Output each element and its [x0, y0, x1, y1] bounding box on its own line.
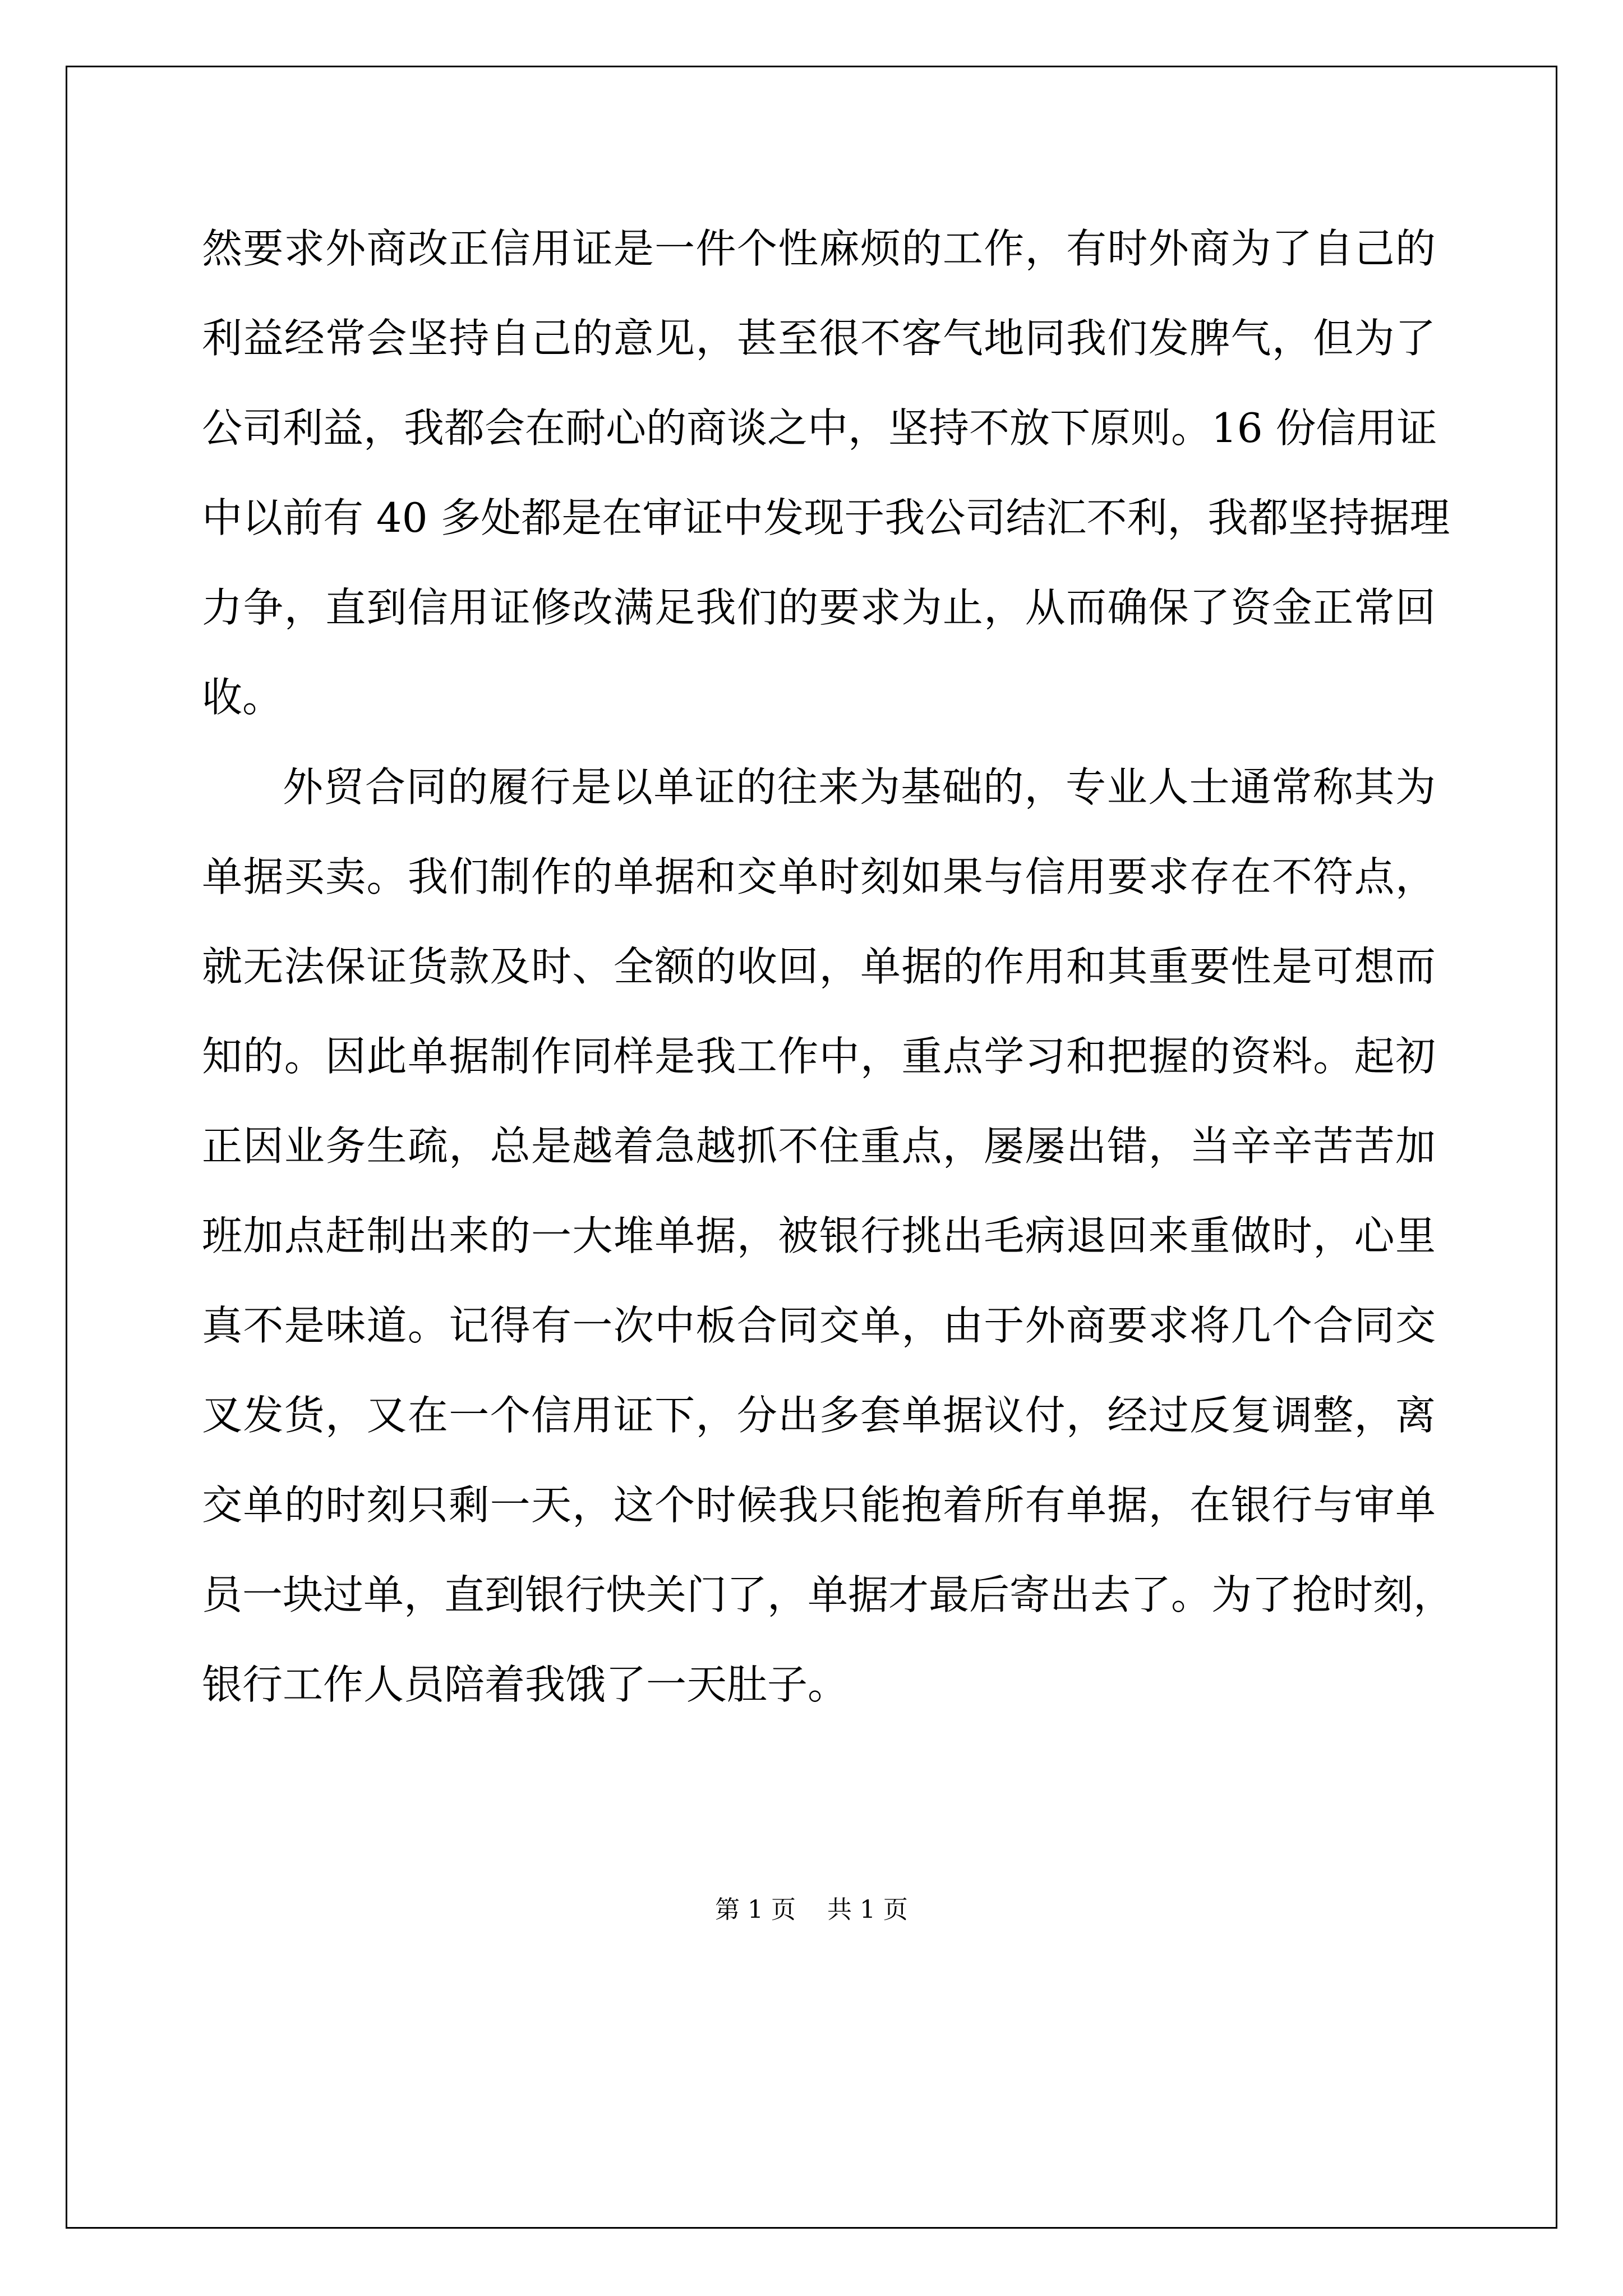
text-line: 收。: [202, 674, 283, 721]
text-line: 外贸合同的履行是以单证的往来为基础的，专业人士通常称其为: [283, 763, 1436, 811]
text-line: 正因业务生疏，总是越着急越抓不住重点，屡屡出错，当辛辛苦苦加: [202, 1122, 1436, 1170]
text-line: 知的。因此单据制作同样是我工作中，重点学习和把握的资料。起初: [202, 1033, 1436, 1080]
page-total: 共 1 页: [827, 1895, 908, 1924]
text-line: 员一块过单，直到银行快关门了，单据才最后寄出去了。为了抢时刻，: [202, 1571, 1454, 1618]
text-line: 力争，直到信用证修改满足我们的要求为止，从而确保了资金正常回: [202, 584, 1436, 631]
text-line: 中以前有 40 多处都是在审证中发现于我公司结汇不利，我都坚持据理: [202, 494, 1450, 541]
text-line: 叉发货，又在一个信用证下，分出多套单据议付，经过反复调整，离: [202, 1392, 1436, 1439]
text-line: 然要求外商改正信用证是一件个性麻烦的工作，有时外商为了自己的: [202, 225, 1436, 272]
text-line: 单据买卖。我们制作的单据和交单时刻如果与信用要求存在不符点，: [202, 853, 1436, 900]
text-line: 真不是味道。记得有一次中板合同交单，由于外商要求将几个合同交: [202, 1302, 1436, 1349]
text-line: 利益经常会坚持自己的意见，甚至很不客气地同我们发脾气，但为了: [202, 315, 1436, 362]
text-line: 班加点赶制出来的一大堆单据，被银行挑出毛病退回来重做时，心里: [202, 1212, 1436, 1259]
text-line: 交单的时刻只剩一天，这个时候我只能抱着所有单据，在银行与审单: [202, 1481, 1436, 1529]
text-line: 公司利益，我都会在耐心的商谈之中，坚持不放下原则。16 份信用证: [202, 404, 1437, 452]
page-number: 第 1 页: [715, 1895, 796, 1924]
page-footer: [0, 1889, 1623, 1925]
text-line: 就无法保证货款及时、全额的收回，单据的作用和其重要性是可想而: [202, 943, 1436, 990]
text-line: 银行工作人员陪着我饿了一天肚子。: [202, 1661, 849, 1708]
